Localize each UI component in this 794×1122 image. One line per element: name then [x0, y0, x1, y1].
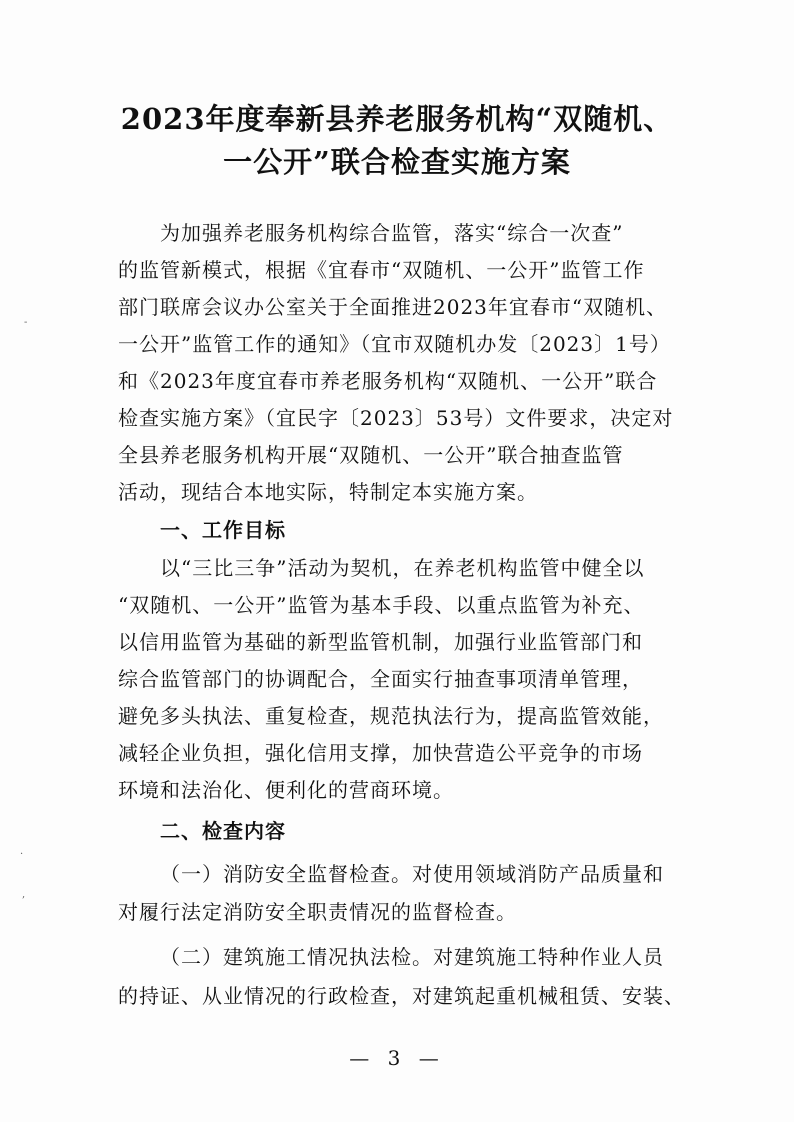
paragraph-line: （二）建筑施工情况执法检。对建筑施工特种作业人员 — [160, 945, 664, 969]
section-heading: 一、工作目标 — [160, 518, 286, 542]
paragraph-line: 全县养老服务机构开展“双随机、一公开”联合抽查监管 — [118, 443, 624, 467]
paragraph-line: 以“三比三争”活动为契机，在养老机构监管中健全以 — [160, 556, 645, 580]
paragraph-line: 一公开”监管工作的通知》（宜市双随机办发〔2023〕1号） — [118, 332, 671, 356]
page-number: — 3 — — [349, 1046, 445, 1070]
paragraph-line: 检查实施方案》（宜民字〔2023〕53号）文件要求，决定对 — [118, 406, 674, 430]
scan-mark: , — [22, 889, 26, 900]
paragraph-line: 综合监管部门的协调配合，全面实行抽查事项清单管理， — [118, 667, 643, 691]
paragraph-line: 环境和法治化、便利化的营商环境。 — [118, 778, 454, 802]
paragraph-line: 避免多头执法、重复检查，规范执法行为，提高监管效能， — [118, 704, 664, 728]
paragraph-line: （一）消防安全监督检查。对使用领域消防产品质量和 — [160, 862, 664, 886]
paragraph-line: 的监管新模式，根据《宜春市“双随机、一公开”监管工作 — [118, 258, 645, 282]
scan-mark: · — [20, 849, 24, 860]
paragraph-line: 以信用监管为基础的新型监管机制，加强行业监管部门和 — [118, 630, 643, 654]
paragraph-line: 为加强养老服务机构综合监管，落实“综合一次查” — [160, 221, 624, 245]
document-title-line-2: 一公开”联合检查实施方案 — [223, 145, 571, 179]
paragraph-line: 部门联席会议办公室关于全面推进2023年宜春市“双随机、 — [118, 295, 668, 319]
paragraph-line: “双随机、一公开”监管为基本手段、以重点监管为补充、 — [118, 593, 645, 617]
paragraph-line: 活动，现结合本地实际，特制定本实施方案。 — [118, 480, 538, 504]
paragraph-line: 的持证、从业情况的行政检查，对建筑起重机械租赁、安装、 — [118, 984, 685, 1008]
paragraph-line: 和《2023年度宜春市养老服务机构“双随机、一公开”联合 — [118, 369, 658, 393]
document-title-line-1: 2023年度奉新县养老服务机构“双随机、 — [120, 102, 674, 136]
scan-mark: - — [24, 317, 28, 328]
paragraph-line: 对履行法定消防安全职责情况的监督检查。 — [118, 900, 517, 924]
section-heading: 二、检查内容 — [160, 819, 286, 843]
paragraph-line: 减轻企业负担，强化信用支撑，加快营造公平竞争的市场 — [118, 741, 643, 765]
